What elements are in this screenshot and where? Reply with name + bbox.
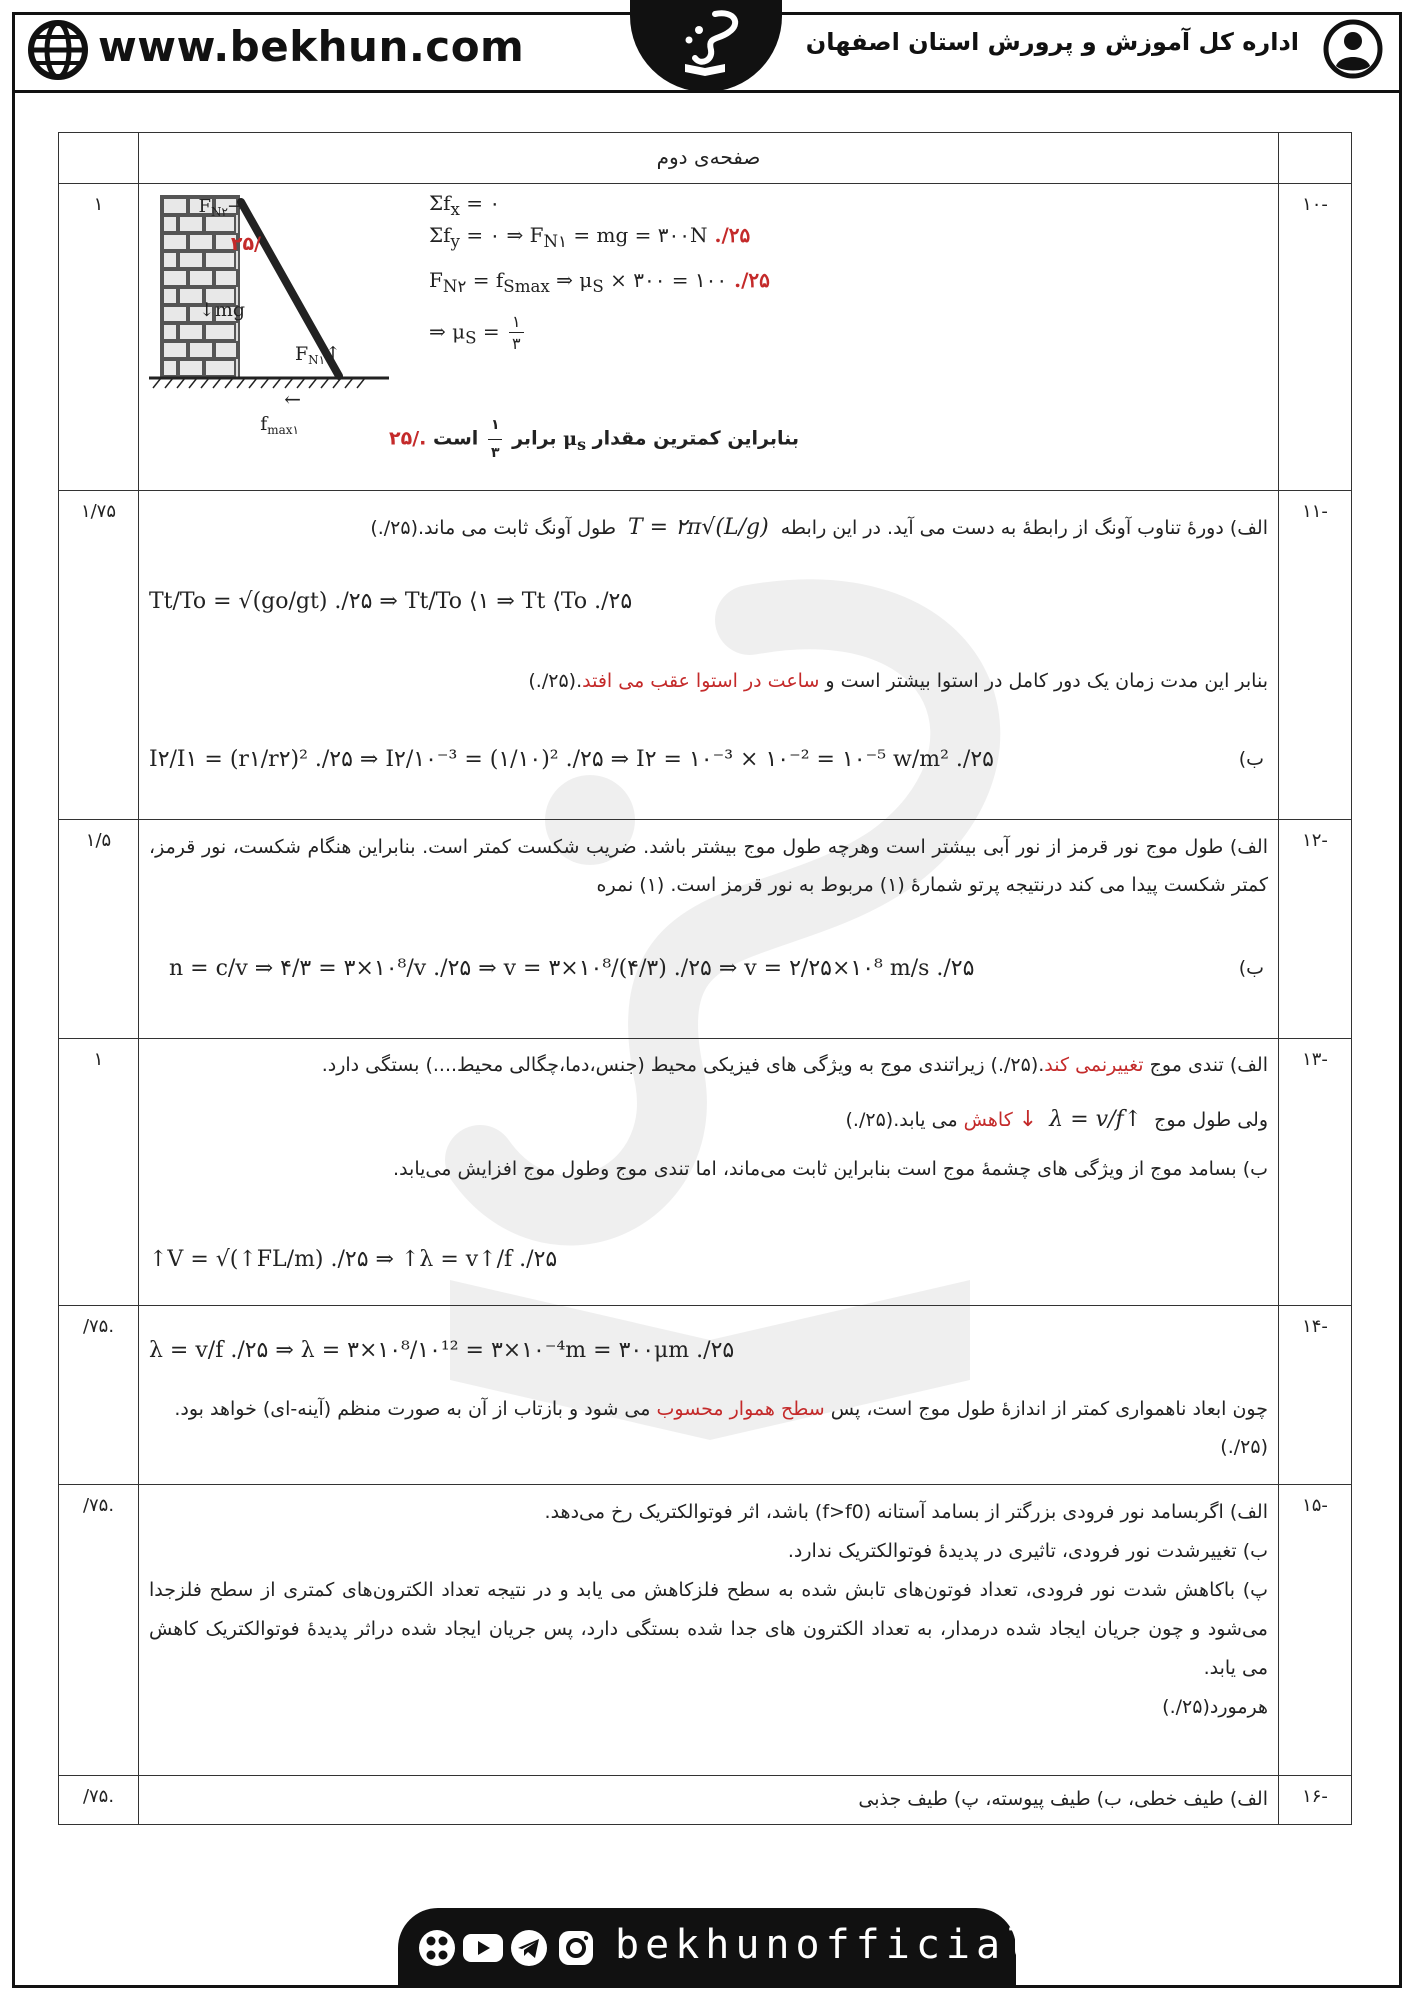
text: ب) تغییرشدت نور فرودی، تاثیری در پدیدهٔ فوتوالکتریک ندارد.	[787, 1539, 1268, 1562]
weight-label: mg↓	[198, 299, 245, 321]
text: پ) باکاهش شدت نور فرودی، تعداد فوتون‌های تابش شده به سطح فلزکاهش می یابد و در نتیجه تعداد الکترون‌های کمتری از سطح فلزجدا می‌شود و چون جریان ایجاد شده درمدار، به تعداد الکترون های جدا شده بستگی دارد، پس جریان ایجاد شده دراثر پدیدهٔ فوتوالکتریک کاهش می یابد.	[149, 1578, 1268, 1679]
text: هرمورد(۲۵/.)	[1162, 1695, 1268, 1718]
question-number: -۱۱	[1302, 501, 1328, 522]
part-b-label: ب)	[1238, 957, 1264, 979]
down-arrow-icon: ↓	[1018, 1107, 1038, 1133]
answer-body	[139, 184, 1279, 490]
question-number: -۱۳	[1302, 1049, 1328, 1070]
telegram-icon[interactable]	[511, 1930, 547, 1966]
equation-11b: I۲/I۱ = (r۱/r۲)² ./۲۵ ⇒ I۲/۱۰⁻³ = (۱/۱۰)² ./۲۵ ⇒ I۲ = ۱۰⁻³ × ۱۰⁻² = ۱۰⁻⁵ w/m² ./۲۵	[149, 747, 994, 772]
org-name: اداره کل آموزش و پرورش استان اصفهان	[805, 28, 1299, 56]
question-row-14	[59, 1305, 1351, 1484]
score-mark: /۲۵	[230, 233, 261, 255]
answer-table	[58, 132, 1352, 1825]
site-url[interactable]: www.bekhun.com	[98, 22, 525, 71]
equation-11a: Tt/To = √(go/gt) ./۲۵ ⇒ Tt/To ⟨۱ ⇒ Tt ⟨To ./۲۵	[149, 589, 633, 614]
force-normal-1: $↑F_{N۱}$	[294, 343, 341, 367]
score: ۱	[59, 1039, 139, 1305]
friction-arrow: ←	[284, 387, 301, 411]
score: ۱/۵	[59, 820, 139, 1038]
highlight: ساعت در استوا عقب می افتد	[582, 670, 820, 692]
score: ۱/۷۵	[59, 491, 139, 819]
question-number: -۱۵	[1302, 1495, 1328, 1516]
equation-13b: ↑V = √(↑FL/m) ./۲۵ ⇒ ↑λ = v↑/f ./۲۵	[149, 1247, 558, 1272]
wavelength-eq: λ = v/f↑	[1049, 1107, 1143, 1133]
question-row-11	[59, 490, 1351, 819]
answer-body: λ = v/f ./۲۵ ⇒ λ = ۳×۱۰⁸/۱۰¹² = ۳×۱۰⁻⁴m = ۳۰۰μm ./۲۵ چون ابعاد ناهمواری کمتر از اندازهٔ طول موج است، پس سطح هموار محسوب می شود و بازتاب از آن به صورت منظم (آینه-ای) خواهد بود.(۲۵/.)	[139, 1306, 1279, 1484]
question-number: -۱۲	[1302, 830, 1328, 851]
question-row-16	[59, 1775, 1351, 1824]
answer-body: الف) تندی موج تغییرنمی کند.(۲۵/.) زیراتندی موج به ویژگی های فیزیکی محیط (جنس،دما،چگالی محیط....) بستگی دارد. ولی طول موج λ = v/f↑ ↓ کاهش می یابد.(۲۵/.) ب) بسامد موج از ویژگی های چشمهٔ موج است بنابراین ثابت می‌ماند، اما تندی موج وطول موج افزایش می‌یابد. ↑V = √(↑FL/m) ./۲۵ ⇒ ↑λ = v↑/f ./۲۵	[139, 1039, 1279, 1305]
answer-body: الف) دورهٔ تناوب آونگ از رابطهٔ به دست می آید. در این رابطه T = ۲π√(L/g) طول آونگ ثابت می ماند.(۲۵/.) Tt/To = √(go/gt) ./۲۵ ⇒ Tt/To ⟨۱ ⇒ Tt ⟨To ./۲۵ بنابر این مدت زمان یک دور کامل در استوا بیشتر است و ساعت در استوا عقب می افتد.(۲۵/.) ب) I۲/I۱ = (r۱/r۲)² ./۲۵ ⇒ I۲/۱۰⁻³ = (۱/۱۰)² ./۲۵ ⇒ I۲ = ۱۰⁻³ × ۱۰⁻² = ۱۰⁻⁵ w/m² ./۲۵	[139, 491, 1279, 819]
score: /۷۵.	[59, 1485, 139, 1775]
text: الف) اگربسامد نور فرودی بزرگتر از بسامد آستانه (f>f0) باشد، اثر فوتوالکتریک رخ می‌دهد.	[544, 1501, 1268, 1523]
answer-body	[139, 1485, 1279, 1775]
conclusion-q10: بنابراین کمترین مقدار $\mu_s$ برابر $\frac{۱}{۳}$ است ./۲۵	[389, 412, 799, 466]
social-icons	[415, 1926, 605, 1970]
answer-body	[139, 1776, 1279, 1824]
question-row-12	[59, 819, 1351, 1038]
question-number: -۱۴	[1302, 1316, 1328, 1337]
text: الف) طول موج نور قرمز از نور آبی بیشتر است وهرچه طول موج بیشتر باشد. ضریب شکست کمتر است. بنابراین هنگام شکست، نور قرمز، کمتر شکست پیدا می کند درنتیجه پرتو شمارهٔ (۱) مربوط به نور قرمز است. (۱) نمره	[149, 836, 1268, 896]
text: ب) بسامد موج از ویژگی های چشمهٔ موج است بنابراین ثابت می‌ماند، اما تندی موج وطول موج افزایش می‌یابد.	[393, 1157, 1268, 1180]
question-row-10	[59, 183, 1351, 490]
text: طول آونگ ثابت می ماند.(۲۵/.)	[370, 517, 616, 539]
instagram-icon[interactable]	[559, 1931, 593, 1965]
table-header-row	[59, 133, 1351, 183]
text: الف) دورهٔ تناوب آونگ از رابطهٔ به دست می آید. در این رابطه	[780, 517, 1268, 539]
answer-body	[139, 820, 1279, 1038]
user-icon[interactable]	[1322, 18, 1384, 80]
text: الف) طیف خطی، ب) طیف پیوسته، پ) طیف جذبی	[858, 1788, 1268, 1810]
friction-label: $f_{max۱}$	[260, 413, 299, 437]
score: /۷۵.	[59, 1306, 139, 1484]
globe-icon	[28, 20, 88, 80]
social-handle[interactable]: bekhunofficial	[615, 1922, 1037, 1968]
header	[0, 0, 1414, 100]
question-number: -۱۰	[1302, 194, 1328, 215]
ladder-wall-diagram	[149, 188, 409, 438]
bekhun-logo-icon	[655, 6, 755, 86]
score: /۷۵.	[59, 1776, 139, 1824]
question-row-15	[59, 1484, 1351, 1775]
force-normal-2: $\to F_{N۲}$	[198, 196, 243, 219]
highlight: سطح هموار محسوب	[656, 1398, 825, 1420]
aparat-icon[interactable]	[419, 1930, 455, 1966]
page-title: صفحه‌ی دوم	[139, 133, 1279, 183]
question-number: -۱۶	[1302, 1786, 1328, 1807]
header-divider	[12, 90, 1402, 93]
equation-14: λ = v/f ./۲۵ ⇒ λ = ۳×۱۰⁸/۱۰¹² = ۳×۱۰⁻⁴m = ۳۰۰μm ./۲۵	[149, 1338, 735, 1363]
pendulum-formula: T = ۲π√(L/g)	[628, 515, 769, 540]
highlight: تغییرنمی کند	[1044, 1054, 1144, 1076]
equation-12b: n = c/v ⇒ ۴/۳ = ۳×۱۰⁸/v ./۲۵ ⇒ v = ۳×۱۰⁸/(۴/۳) ./۲۵ ⇒ v = ۲/۲۵×۱۰⁸ m/s ./۲۵	[169, 956, 975, 981]
question-row-13	[59, 1038, 1351, 1305]
highlight: کاهش	[963, 1109, 1013, 1132]
youtube-icon[interactable]	[463, 1934, 503, 1962]
score: ۱	[59, 184, 139, 490]
part-b-label: ب)	[1238, 748, 1264, 770]
equations-q10: $\Sigma f_x$ = ۰ $\Sigma f_y$ = ۰ ⇒ $F_{N۱}$ = mg = ۳۰۰N ./۲۵ $F_{N۲} = f_{Smax}$ ⇒ $\mu_S$ × ۳۰۰ = ۱۰۰ ./۲۵ ⇒ $\mu_S$ = $\frac{۱}{۳}$	[429, 191, 770, 354]
